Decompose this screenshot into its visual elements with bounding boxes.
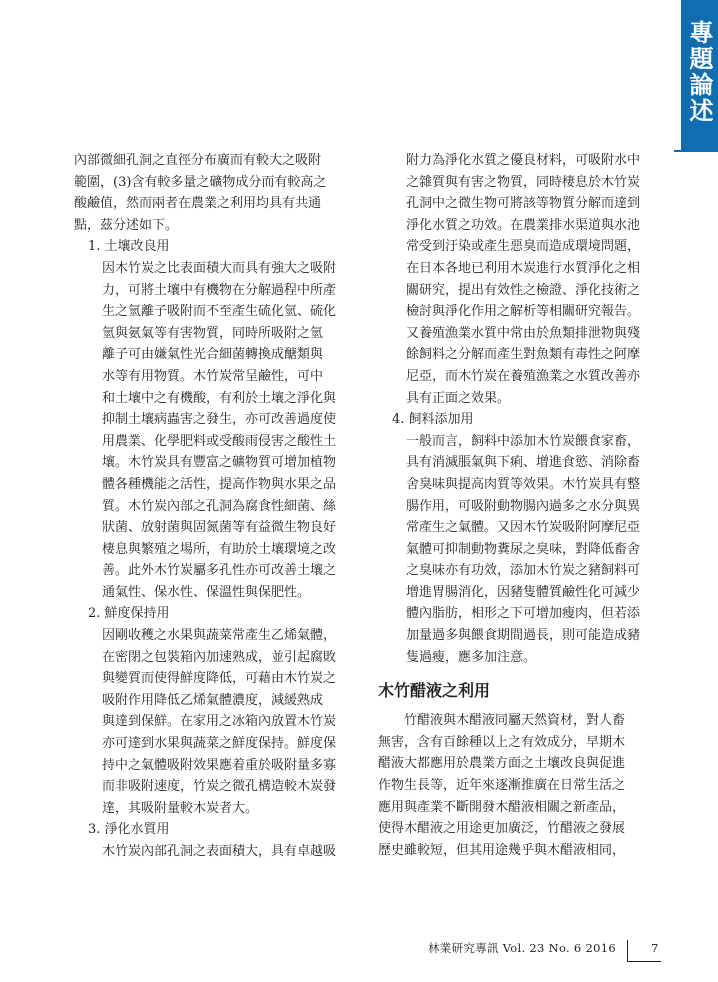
journal-footer: 林業研究專訊 Vol. 23 No. 6 2016 (428, 941, 616, 955)
text-line: 氫與氨氣等有害物質，同時所吸附之氫 (102, 325, 324, 341)
text-line: 加量過多與餵食期間過長，則可能造成豬 (406, 628, 641, 644)
text-line: 無害，含有百餘種以上之有效成分，早期木 (378, 734, 626, 750)
text-line: 體各種機能之活性，提高作物與水果之品 (102, 476, 337, 492)
section-tab (681, 0, 718, 152)
text-line: 在日本各地已利用木炭進行水質淨化之相 (406, 260, 641, 276)
right-column (378, 150, 644, 861)
text-line: 棲息與繁殖之場所，有助於土壤環境之改 (102, 541, 337, 557)
list-body-freshness (74, 625, 346, 819)
list-body-feed (378, 431, 644, 669)
text-line: 達，其吸附量較木炭者大。 (102, 800, 259, 816)
text-line: 因剛收穫之水果與蔬菜常產生乙烯氣體， (102, 628, 337, 644)
text-line: 持中之氣體吸附效果應着重於吸附量多寡 (102, 757, 337, 773)
text-line: 和土壤中之有機酸，有利於土壤之淨化與 (102, 390, 337, 406)
text-line: 淨化水質之功效。在農業排水渠道與水池 (406, 217, 641, 233)
footer-corner-rule (627, 940, 628, 961)
page-number: 7 (651, 941, 659, 955)
text-line: 應用與產業不斷開發木醋液相關之新產品， (378, 799, 626, 815)
left-column (74, 150, 346, 863)
footer-base-rule (627, 961, 661, 962)
text-line: 尼亞，而木竹炭在養殖漁業之水質改善亦 (406, 368, 641, 384)
text-line: 檢討與淨化作用之解析等相關研究報告。 (406, 304, 641, 320)
text-line: 關研究，提出有效性之檢證、淨化技術之 (406, 282, 641, 298)
text-line: 亦可達到水果與蔬菜之鮮度保持。鮮度保 (102, 736, 337, 752)
text-line: 而非吸附速度，竹炭之微孔構造較木炭發 (102, 779, 337, 795)
text-line: 作物生長等，近年來逐漸推廣在日常生活之 (378, 778, 626, 794)
list-body-water-continued (378, 150, 644, 409)
text-line: 竹醋液與木醋液同屬天然資材，對人畜 (404, 713, 626, 729)
text-line: 歷史雖較短，但其用途幾乎與木醋液相同， (378, 842, 626, 858)
text-line: 腸作用，可吸附動物腸內過多之水分與異 (406, 498, 641, 514)
text-line: 隻過瘦，應多加注意。 (406, 649, 537, 665)
list-heading-water: 3. 淨化水質用 (88, 822, 170, 838)
text-line: 與變質而使得鮮度降低，可藉由木竹炭之 (102, 671, 337, 687)
text-line: 在密閉之包裝箱內加速熟成，並引起腐敗 (102, 649, 337, 665)
text-line: 具有正面之效果。 (406, 390, 511, 406)
text-line: 用農業、化學肥料或受酸雨侵害之酸性土 (102, 433, 337, 449)
text-line: 點，茲分述如下。 (74, 217, 179, 233)
text-line: 常受到汙染或產生惡臭而造成環境問題， (406, 239, 641, 255)
text-line: 離子可由嫌氣性光合細菌轉換成醣類與 (102, 347, 324, 363)
text-line: 又養殖漁業水質中常由於魚類排泄物與殘 (406, 325, 641, 341)
section-paragraph (378, 710, 644, 861)
intro-paragraph (74, 150, 346, 236)
text-line: 壤。木竹炭具有豐富之礦物質可增加植物 (102, 455, 337, 471)
list-heading-soil: 1. 土壤改良用 (88, 239, 170, 255)
text-line: 孔洞中之微生物可將該等物質分解而達到 (406, 196, 641, 212)
text-line: 因木竹炭之比表面積大而具有強大之吸附 (102, 260, 337, 276)
text-line: 與達到保鮮。在家用之冰箱內放置木竹炭 (102, 714, 337, 730)
list-body-water (74, 841, 346, 863)
text-line: 常產生之氣體。又因木竹炭吸附阿摩尼亞 (406, 520, 641, 536)
section-heading: 木竹醋液之利用 (378, 681, 491, 701)
text-line: 餘飼料之分解而產生對魚類有毒性之阿摩 (406, 347, 641, 363)
text-line: 之臭味亦有功效，添加木竹炭之豬飼料可 (406, 563, 641, 579)
text-line: 水等有用物質。木竹炭常呈鹼性，可中 (102, 368, 324, 384)
text-line: 生之氫離子吸附而不至產生硫化氫、硫化 (102, 304, 337, 320)
text-line: 具有消滅脹氣與下痢、增進食慾、消除畜 (406, 455, 641, 471)
text-line: 內部微細孔洞之直徑分布廣而有較大之吸附 (74, 153, 322, 168)
text-line: 吸附作用降低乙烯氣體濃度，減緩熟成 (102, 692, 324, 708)
text-line: 狀菌、放射菌與固氮菌等有益微生物良好 (102, 520, 337, 536)
text-line: 木竹炭內部孔洞之表面積大，具有卓越吸 (102, 844, 337, 859)
section-tab-label: 專題論述 (685, 20, 713, 124)
text-line: 通氣性、保水性、保溫性與保肥性。 (102, 584, 311, 600)
list-heading-feed: 4. 飼料添加用 (392, 412, 474, 428)
text-line: 善。此外木竹炭屬多孔性亦可改善土壤之 (102, 563, 337, 579)
text-line: 一般而言，飼料中添加木竹炭餵食家畜， (406, 433, 641, 449)
text-line: 酸鹼值，然而兩者在農業之利用均具有共通 (74, 196, 322, 212)
text-line: 抑制土壤病蟲害之發生，亦可改善過度使 (102, 412, 337, 428)
text-line: 範圍，(3)含有較多量之礦物成分而有較高之 (74, 174, 327, 190)
text-line: 氣體可抑制動物糞尿之臭味，對降低畜舍 (406, 541, 641, 557)
list-heading-freshness: 2. 鮮度保持用 (88, 606, 170, 622)
text-line: 體內脂肪，相形之下可增加瘦肉，但若添 (406, 606, 641, 622)
text-line: 使得木醋液之用途更加廣泛，竹醋液之發展 (378, 821, 626, 837)
text-line: 增進胃腸消化，因豬隻體質鹼性化可減少 (406, 584, 641, 600)
text-line: 質。木竹炭內部之孔洞為腐食性細菌、絲 (102, 498, 337, 514)
text-line: 之雜質與有害之物質，同時棲息於木竹炭 (406, 174, 641, 190)
text-line: 附力為淨化水質之優良材料，可吸附水中 (406, 153, 641, 168)
list-body-soil (74, 258, 346, 604)
text-line: 醋液大都應用於農業方面之土壤改良與促進 (378, 756, 626, 772)
text-line: 舍臭味與提高肉質等效果。木竹炭具有整 (406, 476, 641, 492)
text-line: 力，可將土壤中有機物在分解過程中所產 (102, 282, 337, 298)
header-rule (674, 150, 718, 152)
